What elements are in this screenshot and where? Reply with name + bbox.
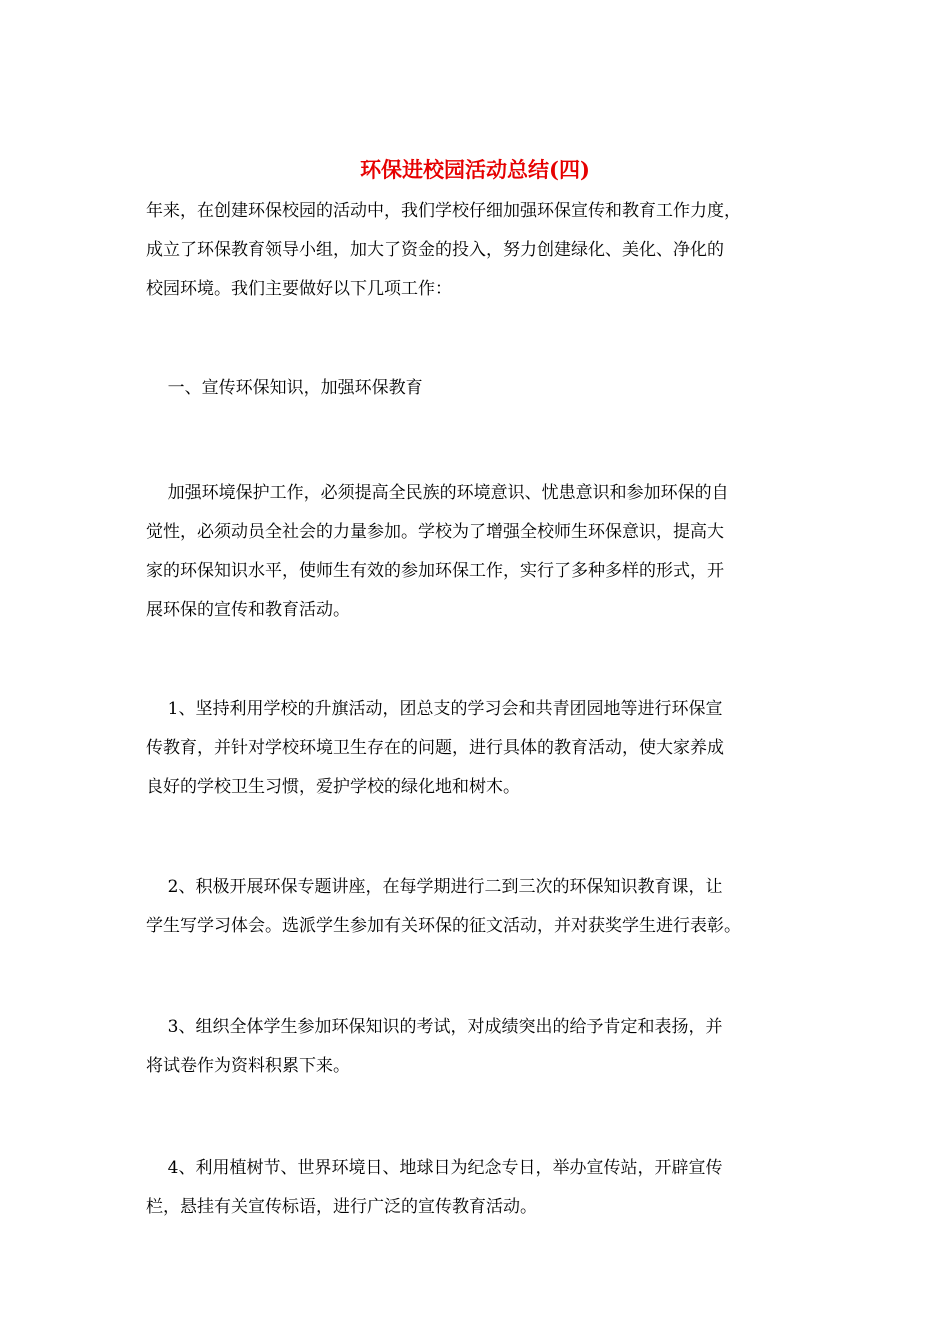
list-item-3: 3、组织全体学生参加环保知识的考试，对成绩突出的给予肯定和表扬，并 将试卷作为资料积累下来。: [146, 1017, 723, 1076]
list-item-4: 4、利用植树节、世界环境日、地球日为纪念专日，举办宣传站，开辟宣传 栏，悬挂有关宣传标语，进行广泛的宣传教育活动。: [146, 1158, 723, 1217]
list-item-2: 2、积极开展环保专题讲座，在每学期进行二到三次的环保知识教育课，让 学生写学习体会。选派学生参加有关环保的征文活动，并对获奖学生进行表彰。: [146, 877, 741, 936]
section-heading-1: 一、宣传环保知识，加强环保教育: [146, 378, 423, 398]
list-item-1: 1、坚持利用学校的升旗活动，团总支的学习会和共青团园地等进行环保宣 传教育，并针对学校环境卫生存在的问题，进行具体的教育活动，使大家养成 良好的学校卫生习惯，爱护学校的绿化地和树木。: [146, 699, 724, 797]
intro-paragraph: 年来，在创建环保校园的活动中，我们学校仔细加强环保宣传和教育工作力度， 成立了环保教育领导小组，加大了资金的投入，努力创建绿化、美化、净化的 校园环境。我们主要做好以下几项工作：: [146, 201, 741, 299]
body-paragraph-1: 加强环境保护工作，必须提高全民族的环境意识、忧患意识和参加环保的自 觉性，必须动员全社会的力量参加。学校为了增强全校师生环保意识，提高大 家的环保知识水平，使师生有效的参加环保工作，实行了多种多样的形式，开 展环保的宣传和教育活动。: [146, 483, 729, 620]
document-title: 环保进校园活动总结(四): [360, 157, 590, 182]
